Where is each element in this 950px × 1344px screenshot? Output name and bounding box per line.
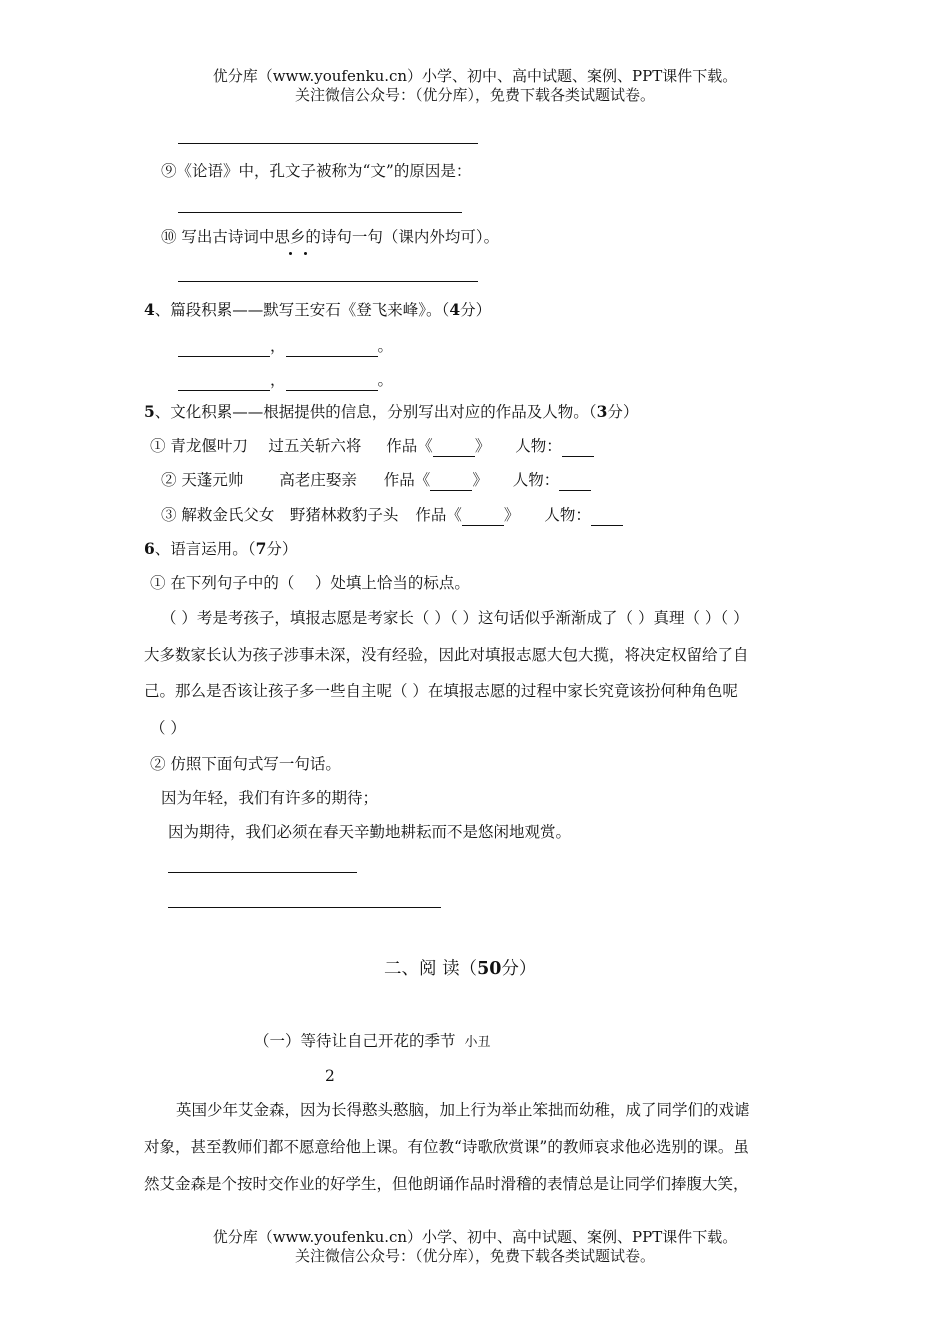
blank[interactable] [286, 336, 378, 357]
passage-line-2: 对象，甚至教师们都不愿意给他上课。有位教“诗歌欣赏课”的教师哀求他必选别的课。虽 [144, 1138, 749, 1156]
blank[interactable] [286, 370, 378, 391]
culture-item-1 [150, 436, 594, 457]
question-6 [144, 539, 297, 559]
person-blank[interactable] [562, 436, 594, 457]
question-10: ⑩ 写出古诗词中思乡的诗句一句（课内外均可）。 [161, 228, 500, 246]
question-number: 4 [144, 300, 155, 319]
poem-line-1 [178, 336, 393, 357]
q6-model-line1: 因为年轻，我们有许多的期待； [161, 789, 379, 807]
answer-line-q10[interactable] [178, 281, 478, 282]
passage-line-3: 然艾金森是个按时交作业的好学生，但他朗诵作品时滑稽的表情总是让同学们捧腹大笑， [144, 1175, 749, 1193]
question-number: 6 [144, 539, 155, 558]
clue: ① 青龙偃叶刀 过五关斩六将 [150, 437, 362, 455]
question-5 [144, 402, 638, 422]
work-label: 作品《 [386, 437, 433, 455]
clue: ③ 解救金氏父女 野猪林救豹子头 [161, 506, 399, 524]
person-label: 人物： [512, 471, 560, 489]
page-footer-line1: 优分库（www.youfenku.cn）小学、初中、高中试题、案例、PPT课件下载。 [212, 1228, 738, 1246]
question-score-suffix: 分） [266, 540, 298, 558]
culture-item-2 [161, 470, 591, 491]
question-text: 、语言运用。（ [154, 540, 256, 558]
work-blank[interactable] [433, 436, 475, 457]
emphasis-dot [304, 252, 307, 255]
q6-para-line2: 大多数家长认为孩子涉事未深，没有经验，因此对填报志愿大包大揽，将决定权留给了自 [144, 646, 749, 664]
question-score-suffix: 分） [607, 403, 639, 421]
comma: ， [270, 337, 286, 355]
question-score: 7 [255, 539, 267, 558]
question-score-suffix: 分） [460, 301, 492, 319]
answer-line-q6b[interactable] [168, 907, 441, 908]
work-label-end: 》 [472, 471, 488, 489]
question-text: 、篇段积累——默写王安石《登飞来峰》。（ [154, 301, 450, 319]
work-label: 作品《 [383, 471, 431, 489]
q6-sub2: ② 仿照下面句式写一句话。 [150, 755, 341, 773]
passage-title: （一）等待让自己开花的季节 [254, 1032, 456, 1050]
section-score: 50 [477, 959, 502, 979]
blank[interactable] [178, 370, 270, 391]
poem-line-2 [178, 370, 393, 391]
page-header-line2: 关注微信公众号：（优分库），免费下载各类试题试卷。 [294, 86, 655, 104]
person-label: 人物： [515, 437, 562, 455]
person-blank[interactable] [591, 505, 623, 526]
question-score: 3 [596, 402, 608, 421]
blank[interactable] [178, 336, 270, 357]
question-number: 5 [144, 402, 155, 421]
q6-para-line4: （ ） [150, 719, 186, 737]
page-number: 2 [325, 1067, 335, 1085]
work-label-end: 》 [503, 506, 520, 524]
q6-para-line3: 己。那么是否该让孩子多一些自主呢（ ）在填报志愿的过程中家长究竟该扮何种角色呢 [144, 682, 738, 700]
person-label: 人物： [544, 506, 591, 524]
emphasis-dot [289, 252, 292, 255]
reading-title [254, 1031, 490, 1053]
work-label: 作品《 [415, 506, 462, 524]
question-9: ⑨《论语》中，孔文子被称为“文”的原因是： [161, 162, 472, 180]
person-blank[interactable] [559, 470, 591, 491]
q6-model-line2: 因为期待，我们必须在春天辛勤地耕耘而不是悠闲地观赏。 [168, 823, 572, 841]
page-footer-line2: 关注微信公众号：（优分库），免费下载各类试题试卷。 [294, 1247, 655, 1265]
work-blank[interactable] [430, 470, 472, 491]
question-text: 、文化积累——根据提供的信息，分别写出对应的作品及人物。（ [154, 403, 597, 421]
section-title [384, 958, 536, 980]
period: 。 [377, 371, 394, 389]
passage-line-1: 英国少年艾金森，因为长得憨头憨脑，加上行为举止笨拙而幼稚，成了同学们的戏谑 [176, 1101, 750, 1119]
question-4 [144, 300, 491, 320]
period: 。 [377, 337, 394, 355]
passage-author: 小丑 [464, 1035, 491, 1050]
clue: ② 天蓬元帅 高老庄娶亲 [161, 471, 357, 489]
culture-item-3 [161, 505, 623, 526]
comma: ， [270, 371, 286, 389]
answer-line[interactable] [178, 143, 478, 144]
section-title-text: 二、阅 读（ [384, 959, 478, 979]
work-label-end: 》 [474, 437, 491, 455]
q6-para-line1: （ ）考是考孩子，填报志愿是考家长（ ）（ ）这句话似乎渐渐成了（ ）真理（ ）（ ） [161, 609, 749, 627]
page-header-line1: 优分库（www.youfenku.cn）小学、初中、高中试题、案例、PPT课件下载。 [212, 67, 738, 85]
q6-sub1: ① 在下列句子中的（ ）处填上恰当的标点。 [150, 574, 470, 592]
section-title-end: 分） [501, 959, 537, 979]
answer-line-q9[interactable] [178, 212, 462, 213]
answer-line-q6a[interactable] [168, 872, 357, 873]
question-score: 4 [449, 300, 461, 319]
work-blank[interactable] [462, 505, 504, 526]
